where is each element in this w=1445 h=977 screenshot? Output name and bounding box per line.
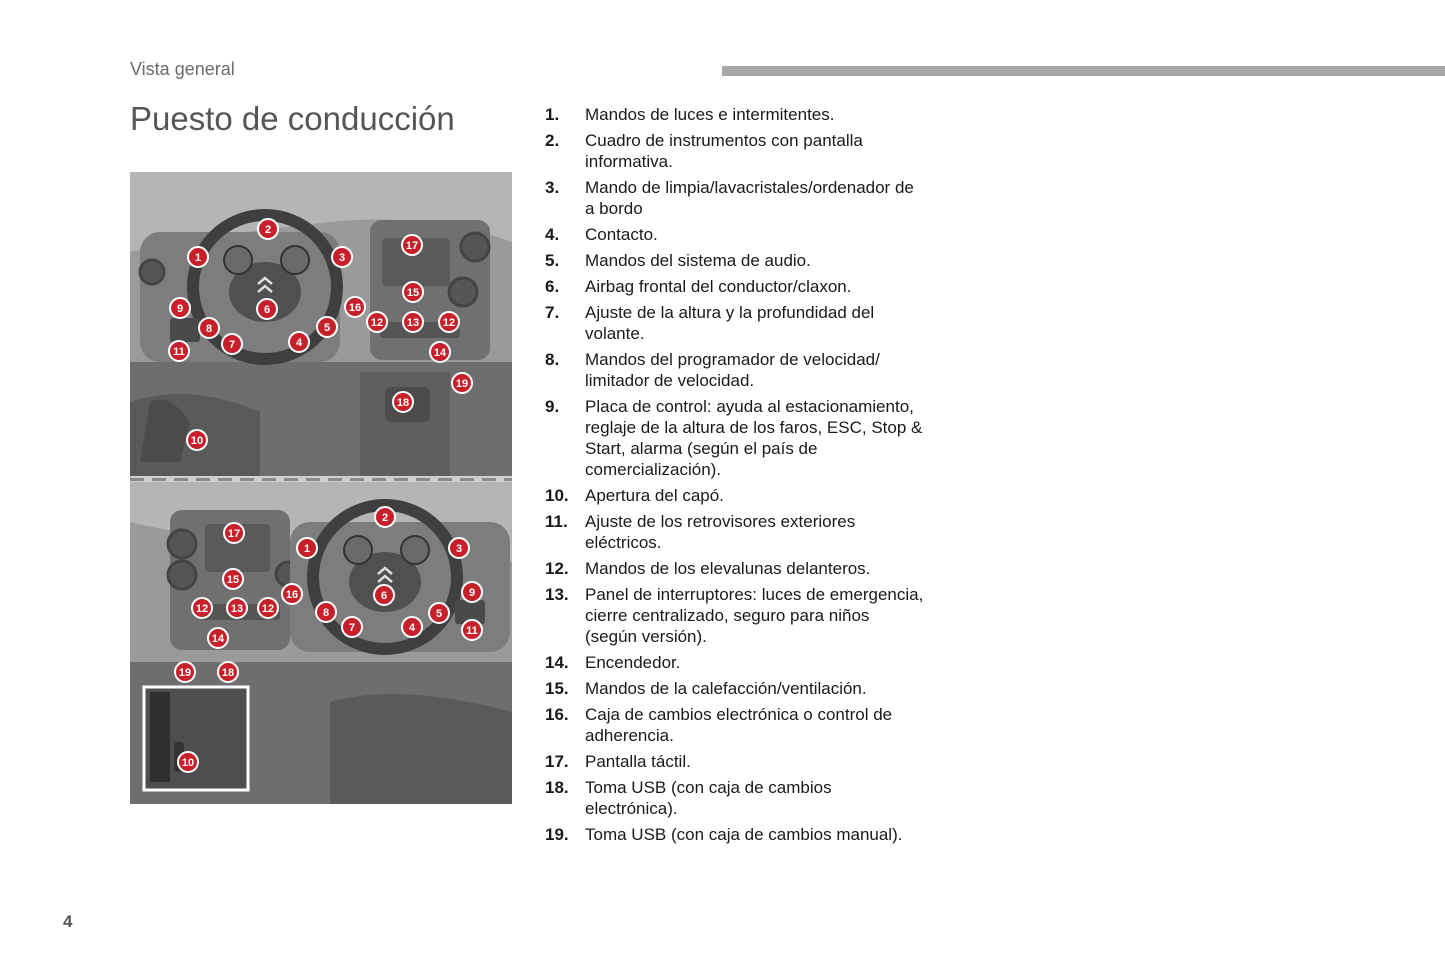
svg-text:11: 11 xyxy=(173,346,185,358)
legend-item-text: Cuadro de instrumentos con pantalla informativa. xyxy=(585,131,863,171)
legend-item-number: 15. xyxy=(545,679,569,698)
svg-text:1: 1 xyxy=(303,543,311,555)
svg-text:7: 7 xyxy=(228,339,236,351)
legend-item xyxy=(545,224,925,245)
legend-item-text: Airbag frontal del conductor/claxon. xyxy=(585,277,852,296)
legend-item xyxy=(545,584,925,647)
legend-item-text: Caja de cambios electrónica o control de adherencia. xyxy=(585,705,893,745)
legend-item xyxy=(545,104,925,125)
legend-item xyxy=(545,777,925,819)
legend-item-text: Mandos de la calefacción/ventilación. xyxy=(585,679,867,698)
svg-text:9: 9 xyxy=(176,303,184,315)
legend-item xyxy=(545,704,925,746)
page-number: 4 xyxy=(63,912,73,931)
legend-item-number: 16. xyxy=(545,705,569,724)
legend-item xyxy=(545,396,925,480)
svg-text:4: 4 xyxy=(408,622,416,634)
legend-item-text: Placa de control: ayuda al estacionamiento, reglaje de la altura de los faros, ESC, Stop & Start, alarma (según el país de comercialización). xyxy=(585,397,923,479)
svg-text:12: 12 xyxy=(195,603,209,615)
section-label: Vista general xyxy=(130,59,235,79)
legend-item xyxy=(545,751,925,772)
svg-text:5: 5 xyxy=(323,322,331,334)
svg-text:15: 15 xyxy=(226,574,240,586)
dashboard-illustration-rhd xyxy=(130,482,512,804)
legend-item xyxy=(545,177,925,219)
legend-item-number: 11. xyxy=(545,512,568,531)
header-bar xyxy=(722,66,1445,76)
svg-text:12: 12 xyxy=(370,317,384,329)
legend-item-text: Mandos de luces e intermitentes. xyxy=(585,105,835,124)
legend-item-number: 13. xyxy=(545,585,569,604)
svg-text:1: 1 xyxy=(194,252,202,264)
svg-text:8: 8 xyxy=(322,607,330,619)
legend-item xyxy=(545,250,925,271)
legend-item-number: 3. xyxy=(545,178,560,197)
svg-text:2: 2 xyxy=(381,512,389,524)
page-title: Puesto de conducción xyxy=(130,100,455,137)
legend-item-text: Mando de limpia/lavacristales/ordenador de a bordo xyxy=(585,178,914,218)
legend-item xyxy=(545,511,925,553)
svg-text:10: 10 xyxy=(181,757,195,769)
svg-text:19: 19 xyxy=(455,378,469,390)
svg-text:9: 9 xyxy=(468,587,476,599)
legend-item xyxy=(545,276,925,297)
legend-item-text: Apertura del capó. xyxy=(585,486,724,505)
svg-text:17: 17 xyxy=(227,528,241,540)
dashboard-lhd-drawing xyxy=(130,172,512,476)
legend-item-number: 6. xyxy=(545,277,560,296)
legend-item-text: Ajuste de los retrovisores exteriores eléctricos. xyxy=(585,512,856,552)
legend-item xyxy=(545,349,925,391)
svg-text:12: 12 xyxy=(261,603,275,615)
svg-text:3: 3 xyxy=(455,543,463,555)
legend-item-text: Mandos del sistema de audio. xyxy=(585,251,811,270)
legend-item-text: Panel de interruptores: luces de emergencia, cierre centralizado, seguro para niños (según versión). xyxy=(585,585,924,646)
svg-text:13: 13 xyxy=(406,317,420,329)
svg-text:15: 15 xyxy=(406,287,420,299)
legend-item xyxy=(545,485,925,506)
legend-item-number: 9. xyxy=(545,397,560,416)
legend-item-number: 5. xyxy=(545,251,560,270)
legend-item xyxy=(545,678,925,699)
legend-item-text: Toma USB (con caja de cambios electrónica). xyxy=(585,778,832,818)
svg-text:16: 16 xyxy=(285,589,299,601)
legend-item-number: 12. xyxy=(545,559,569,578)
legend-item-text: Contacto. xyxy=(585,225,658,244)
svg-text:12: 12 xyxy=(442,317,456,329)
legend-item-text: Ajuste de la altura y la profundidad del volante. xyxy=(585,303,875,343)
svg-text:5: 5 xyxy=(435,608,443,620)
dashboard-illustration-lhd xyxy=(130,172,512,476)
legend-item-number: 18. xyxy=(545,778,569,797)
legend-item-number: 19. xyxy=(545,825,569,844)
svg-text:10: 10 xyxy=(190,435,204,447)
legend-item xyxy=(545,652,925,673)
svg-text:11: 11 xyxy=(466,625,478,637)
svg-text:14: 14 xyxy=(433,347,447,359)
svg-text:19: 19 xyxy=(178,667,192,679)
legend-item-number: 14. xyxy=(545,653,569,672)
legend-item-number: 10. xyxy=(545,486,569,505)
legend-item-number: 17. xyxy=(545,752,569,771)
legend-item-text: Pantalla táctil. xyxy=(585,752,691,771)
svg-text:16: 16 xyxy=(348,302,362,314)
svg-text:14: 14 xyxy=(211,633,225,645)
svg-text:4: 4 xyxy=(295,337,303,349)
svg-text:2: 2 xyxy=(264,224,272,236)
legend-item-text: Encendedor. xyxy=(585,653,681,672)
svg-text:17: 17 xyxy=(405,240,419,252)
svg-text:8: 8 xyxy=(205,323,213,335)
legend-item-text: Mandos del programador de velocidad/ limitador de velocidad. xyxy=(585,350,880,390)
svg-text:13: 13 xyxy=(230,603,244,615)
svg-text:18: 18 xyxy=(221,667,235,679)
legend-item-number: 2. xyxy=(545,131,560,150)
legend-item xyxy=(545,302,925,344)
legend-item-number: 7. xyxy=(545,303,560,322)
component-legend xyxy=(545,104,925,850)
legend-item xyxy=(545,824,925,845)
svg-text:7: 7 xyxy=(348,622,356,634)
legend-item xyxy=(545,558,925,579)
legend-item-number: 4. xyxy=(545,225,560,244)
legend-item-text: Mandos de los elevalunas delanteros. xyxy=(585,559,871,578)
legend-item-number: 1. xyxy=(545,105,560,124)
svg-text:6: 6 xyxy=(380,590,388,602)
svg-text:3: 3 xyxy=(338,252,346,264)
svg-text:6: 6 xyxy=(263,304,271,316)
legend-item xyxy=(545,130,925,172)
legend-item-text: Toma USB (con caja de cambios manual). xyxy=(585,825,903,844)
svg-text:18: 18 xyxy=(396,397,410,409)
legend-item-number: 8. xyxy=(545,350,560,369)
dashboard-rhd-drawing xyxy=(130,482,512,804)
